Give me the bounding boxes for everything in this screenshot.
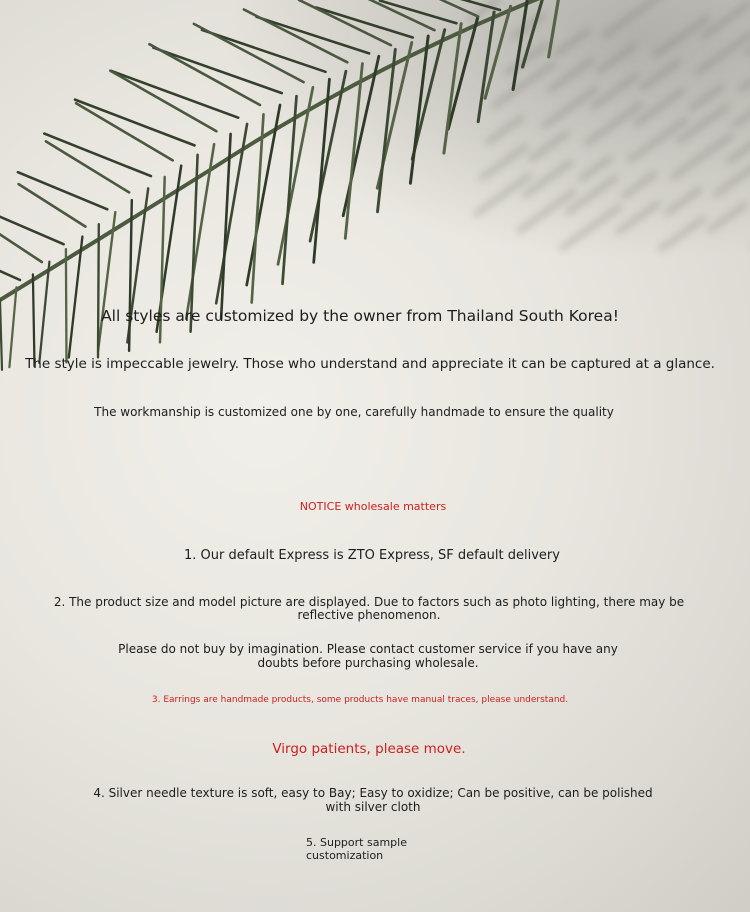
notice-item-4-line-1: 4. Silver needle texture is soft, easy to Bay; Easy to oxidize; Can be positive, can be polished [93,786,653,800]
notice-item-3: 3. Earrings are handmade products, some products have manual traces, please understand. [151,695,569,705]
palm-leaflet [66,249,67,362]
workmanship-note: The workmanship is customized one by one, carefully handmade to ensure the quality [94,405,614,419]
notice-item-5-line-1: 5. Support sample [306,836,407,849]
notice-item-1: 1. Our default Express is ZTO Express, SF default delivery [184,548,560,563]
caution-line-2: doubts before purchasing wholesale. [257,656,479,670]
headline: All styles are customized by the owner from Thailand South Korea! [101,307,619,325]
notice-item-2-line-2: reflective phenomenon. [297,608,441,622]
virgo-note: Virgo patients, please move. [272,741,466,757]
notice-item-4-line-2: with silver cloth [325,800,421,814]
caution-line-1: Please do not buy by imagination. Please contact customer service if you have any [118,642,618,656]
notice-item-5-line-2: customization [306,849,384,862]
notice-item-2-line-1: 2. The product size and model picture are displayed. Due to factors such as photo lighting, there may be [53,595,685,609]
notice-heading: NOTICE wholesale matters [299,500,447,513]
palm-leaflet [98,224,99,357]
style-note: The style is impeccable jewelry. Those who understand and appreciate it can be captured at a glance. [25,356,715,372]
